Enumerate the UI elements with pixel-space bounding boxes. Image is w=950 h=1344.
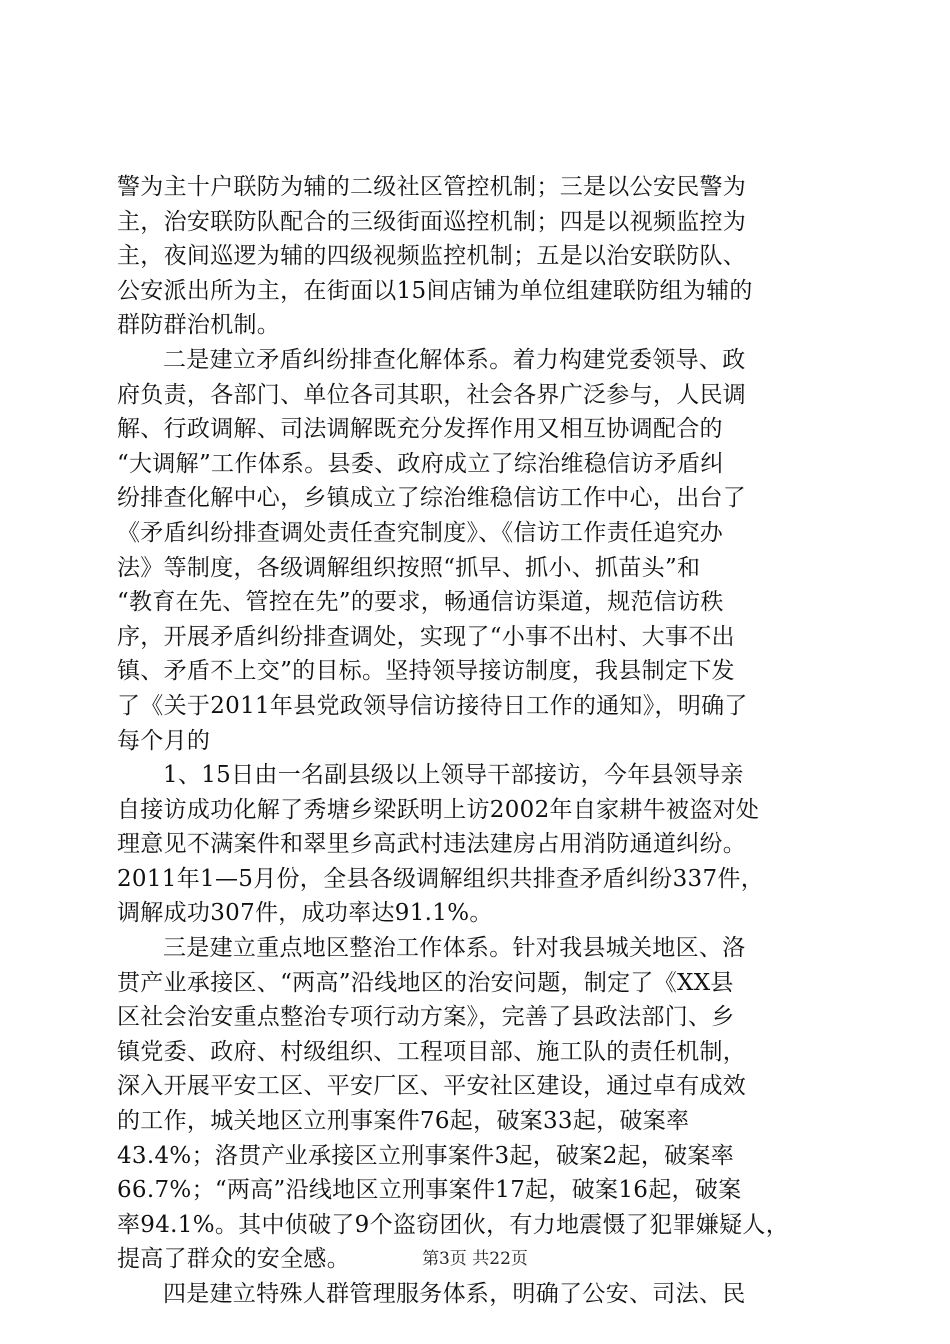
text-line: 贯产业承接区、“两高”沿线地区的治安问题，制定了《XX县	[117, 969, 734, 996]
text-line: 自接访成功化解了秀塘乡梁跃明上访2002年自家耕牛被盗对处	[117, 796, 760, 823]
text-line: 解、行政调解、司法调解既充分发挥作用又相互协调配合的	[117, 416, 723, 443]
text-line: 《矛盾纠纷排查调处责任查究制度》、《信访工作责任追究办	[117, 519, 724, 546]
text-line: 43.4%；洛贯产业承接区立刑事案件3起，破案2起，破案率	[117, 1142, 735, 1169]
text-line: 提高了群众的安全感。	[117, 1246, 350, 1273]
text-line: 主，夜间巡逻为辅的四级视频监控机制；五是以治安联防队、	[117, 243, 747, 270]
document-body	[117, 170, 835, 1312]
text-line: 群防群治机制。	[117, 312, 281, 339]
text-line: 主，治安联防队配合的三级街面巡控机制；四是以视频监控为	[117, 208, 747, 235]
text-line: “大调解”工作体系。县委、政府成立了综治维稳信访矛盾纠	[117, 450, 724, 477]
text-line: 纷排查化解中心，乡镇成立了综治维稳信访工作中心，出台了	[117, 485, 747, 512]
text-line: 理意见不满案件和翠里乡高武村违法建房占用消防通道纠纷。	[117, 831, 747, 858]
text-line: 2011年1—5月份，全县各级调解组织共排查矛盾纠纷337件，	[117, 865, 764, 892]
text-line: 区社会治安重点整治专项行动方案》，完善了县政法部门、乡	[117, 1004, 735, 1031]
text-line: 镇、矛盾不上交”的目标。坚持领导接访制度，我县制定下发	[117, 658, 735, 685]
text-line: 的工作，城关地区立刑事案件76起，破案33起，破案率	[117, 1108, 690, 1135]
paragraph-start-line: 三是建立重点地区整治工作体系。针对我县城关地区、洛	[163, 935, 746, 962]
text-line: 率94.1%。其中侦破了9个盗窃团伙，有力地震慑了犯罪嫌疑人，	[117, 1211, 789, 1238]
paragraph-start-line: 二是建立矛盾纠纷排查化解体系。着力构建党委领导、政	[163, 346, 746, 373]
page-number-footer: 第3页 共22页	[422, 1249, 528, 1269]
text-line: 每个月的	[117, 727, 211, 754]
text-line: “教育在先、管控在先”的要求，畅通信访渠道，规范信访秩	[117, 589, 724, 616]
paragraph-start-line: 1、15日由一名副县级以上领导干部接访，今年县领导亲	[163, 762, 744, 789]
text-line: 府负责，各部门、单位各司其职，社会各界广泛参与，人民调	[117, 381, 747, 408]
text-line: 警为主十户联防为辅的二级社区管控机制；三是以公安民警为	[117, 174, 747, 200]
text-line: 公安派出所为主，在街面以15间店铺为单位组建联防组为辅的	[117, 277, 753, 304]
text-line: 序，开展矛盾纠纷排查调处，实现了“小事不出村、大事不出	[117, 623, 735, 650]
text-line: 66.7%；“两高”沿线地区立刑事案件17起，破案16起，破案	[117, 1177, 742, 1204]
text-line: 镇党委、政府、村级组织、工程项目部、施工队的责任机制，	[117, 1038, 747, 1065]
paragraph-start-line: 四是建立特殊人群管理服务体系，明确了公安、司法、民	[163, 1281, 746, 1307]
text-line: 了《关于2011年县党政领导信访接待日工作的通知》，明确了	[117, 692, 748, 719]
text-line: 深入开展平安工区、平安厂区、平安社区建设，通过卓有成效	[117, 1073, 747, 1100]
text-line: 法》等制度，各级调解组织按照“抓早、抓小、抓苗头”和	[117, 554, 701, 581]
text-line: 调解成功307件，成功率达91.1%。	[117, 900, 493, 927]
